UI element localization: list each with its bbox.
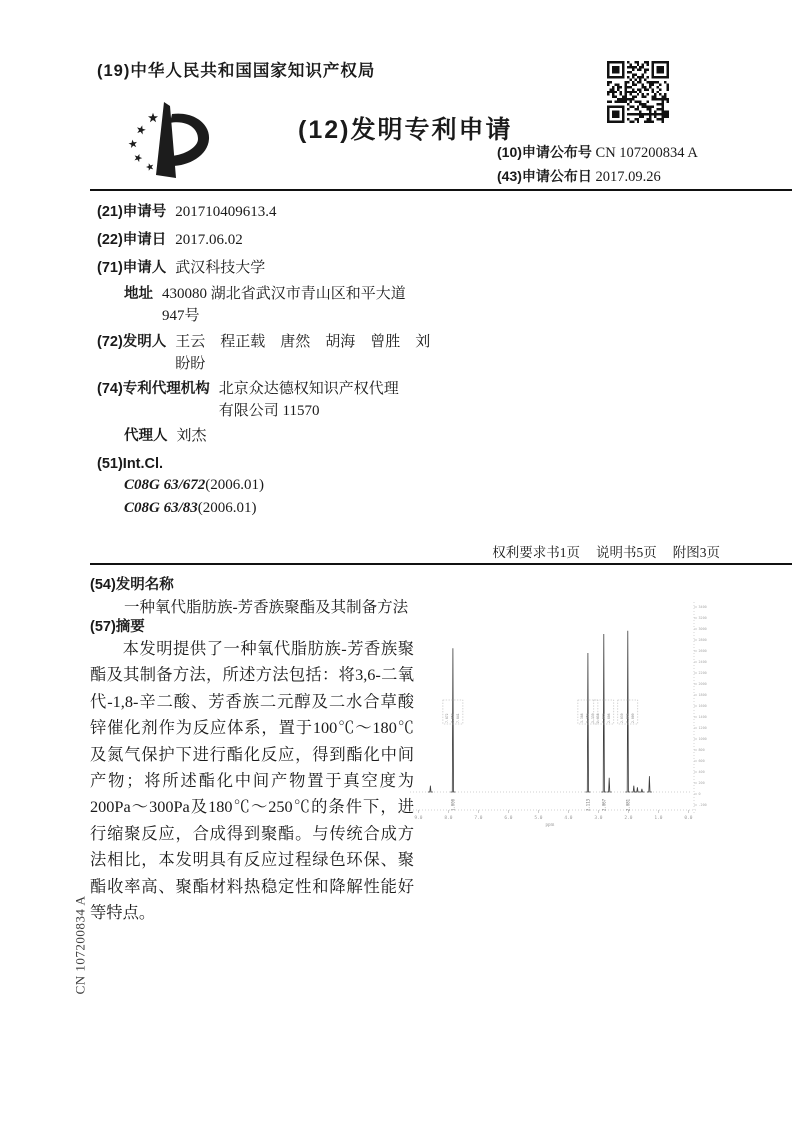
inventors-value: 王云 程正载 唐然 胡海 曾胜 刘盼盼 [175, 334, 431, 372]
abstract-label: (57)摘要 [90, 619, 145, 635]
svg-text:7.857: 7.857 [450, 713, 455, 723]
svg-text:6.0: 6.0 [504, 816, 513, 821]
svg-text:2.808: 2.808 [606, 713, 611, 723]
svg-text:3.368: 3.368 [579, 713, 584, 723]
svg-text:2000: 2000 [698, 682, 707, 687]
svg-text:3.353: 3.353 [585, 713, 590, 723]
abstract-text: 本发明提供了一种氧代脂肪族-芳香族聚酯及其制备方法，所述方法包括：将3,6-二氧代-1,8-辛二酸、芳香族二元醇及二水合草酸锌催化剂作为反应体系，置于100℃～180℃及氮气保护下进行酯化反应，得到酯化中间产物；将所述酯化中间产物置于真空度为200Pa～300Pa及180℃～250℃的条件下，进行缩聚反应，合成得到聚酯。与传统合成方法相比，本发明具有反应过程绿色环保、聚酯收率高、聚酯材料热稳定性和降解性能好等特点。 [90, 639, 414, 923]
address-label: 地址 [124, 286, 153, 302]
svg-text:400: 400 [698, 770, 705, 775]
agent-row [124, 425, 435, 447]
pub-number-label: (10)申请公布号 [497, 144, 592, 160]
svg-text:3.0: 3.0 [594, 816, 603, 821]
svg-text:3000: 3000 [698, 627, 707, 632]
int-cl-row [97, 453, 435, 475]
svg-text:9.0: 9.0 [414, 816, 423, 821]
publication-block [497, 141, 698, 189]
agency-row [97, 378, 435, 422]
svg-text:800: 800 [698, 748, 705, 753]
agent-label: 代理人 [124, 428, 168, 444]
application-date-row [97, 229, 435, 251]
invention-title-label: (54)发明名称 [90, 577, 174, 593]
divider-top [90, 189, 792, 191]
svg-text:-200: -200 [698, 803, 707, 808]
divider-middle [90, 563, 792, 565]
svg-text:8.0: 8.0 [444, 816, 453, 821]
svg-text:7.841: 7.841 [455, 713, 460, 723]
svg-text:2.024: 2.024 [625, 713, 630, 723]
svg-text:2.823: 2.823 [601, 713, 606, 723]
application-number-value: 201710409613.4 [175, 204, 277, 220]
figure-pages: 附图3页 [672, 545, 720, 560]
int-cl-class-2-code: C08G 63/83 [124, 500, 198, 516]
svg-text:200: 200 [698, 781, 705, 786]
svg-text:2.067: 2.067 [601, 798, 607, 811]
svg-text:2.113: 2.113 [585, 798, 591, 811]
svg-text:7.0: 7.0 [474, 816, 483, 821]
svg-text:1.000: 1.000 [450, 798, 456, 811]
int-cl-label: (51)Int.Cl. [97, 456, 164, 472]
svg-text:600: 600 [698, 759, 705, 764]
publication-number-row [497, 141, 698, 165]
side-publication-code: CN 107200834 A [72, 895, 88, 995]
svg-text:1400: 1400 [698, 715, 707, 720]
svg-text:1600: 1600 [698, 704, 707, 709]
svg-text:2600: 2600 [698, 649, 707, 654]
application-date-label: (22)申请日 [97, 232, 167, 248]
pub-date-label: (43)申请公布日 [497, 168, 592, 184]
nmr-chart [410, 597, 715, 845]
svg-text:3.339: 3.339 [590, 713, 595, 723]
applicant-value: 武汉科技大学 [175, 260, 266, 276]
svg-text:3200: 3200 [698, 616, 707, 621]
svg-text:7.872: 7.872 [444, 713, 449, 723]
svg-text:2400: 2400 [698, 660, 707, 665]
svg-text:0.0: 0.0 [684, 816, 693, 821]
int-cl-class-2-suffix: (2006.01) [197, 500, 257, 516]
svg-text:0: 0 [698, 792, 701, 797]
int-cl-class-1-suffix: (2006.01) [205, 477, 265, 493]
svg-text:1000: 1000 [698, 737, 707, 742]
publication-date-row [497, 165, 698, 189]
svg-text:1800: 1800 [698, 693, 707, 698]
svg-text:5.0: 5.0 [534, 816, 543, 821]
int-cl-class-1-code: C08G 63/672 [124, 477, 206, 493]
int-cl-class-2 [124, 500, 257, 517]
svg-text:2800: 2800 [698, 638, 707, 643]
agency-label: (74)专利代理机构 [97, 381, 210, 397]
svg-text:1200: 1200 [698, 726, 707, 731]
application-number-label: (21)申请号 [97, 204, 167, 220]
svg-text:2.009: 2.009 [630, 713, 635, 723]
doc-type-title: (12)发明专利申请 [298, 116, 513, 144]
description-pages: 说明书5页 [596, 545, 657, 560]
office-title: (19)中华人民共和国国家知识产权局 [97, 62, 376, 80]
svg-text:2.081: 2.081 [625, 798, 631, 811]
pub-number-value: CN 107200834 A [595, 145, 698, 161]
inventors-label: (72)发明人 [97, 334, 167, 350]
cnipa-logo [120, 98, 222, 186]
address-value: 430080 湖北省武汉市青山区和平大道947号 [162, 286, 406, 324]
agent-value: 刘杰 [176, 428, 207, 444]
svg-text:4.0: 4.0 [564, 816, 573, 821]
svg-text:2.039: 2.039 [619, 713, 624, 723]
address-row [124, 283, 435, 327]
application-date-value: 2017.06.02 [175, 232, 243, 248]
applicant-label: (71)申请人 [97, 260, 167, 276]
pages-info [440, 541, 720, 561]
claims-pages: 权利要求书1页 [492, 545, 580, 560]
svg-text:3400: 3400 [698, 605, 707, 610]
invention-title: 一种氧代脂肪族-芳香族聚酯及其制备方法 [124, 599, 409, 616]
inventors-row [97, 331, 435, 375]
qr-code [607, 61, 669, 123]
pub-date-value: 2017.09.26 [595, 169, 661, 185]
agency-value: 北京众达德权知识产权代理有限公司 11570 [218, 381, 399, 419]
application-number-row [97, 201, 435, 223]
svg-text:2200: 2200 [698, 671, 707, 676]
svg-text:2.0: 2.0 [624, 816, 633, 821]
svg-text:2.838: 2.838 [595, 713, 600, 723]
int-cl-class-1 [124, 477, 264, 494]
svg-text:ppm: ppm [545, 823, 555, 828]
svg-text:1.0: 1.0 [654, 816, 663, 821]
nmr-spectrum-figure [410, 597, 715, 845]
applicant-row [97, 257, 435, 279]
